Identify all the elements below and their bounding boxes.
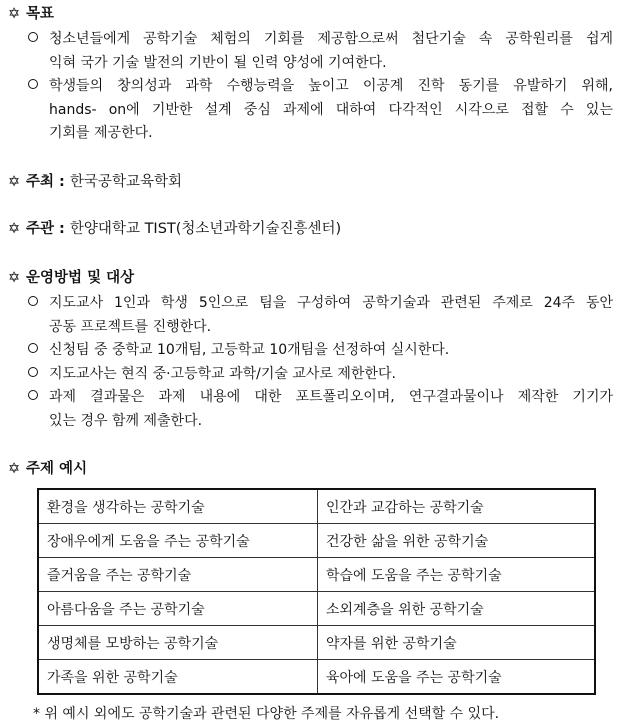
table-cell: 장애우에게 도움을 주는 공학기술	[38, 524, 318, 558]
table-cell: 아름다움을 주는 공학기술	[38, 592, 318, 626]
operation-title: 운영방법 및 대상	[26, 270, 135, 286]
table-row	[38, 660, 595, 695]
table-row	[38, 524, 595, 558]
table-cell: 환경을 생각하는 공학기술	[38, 489, 318, 524]
star-of-david-icon: ✡	[8, 174, 21, 190]
table-cell: 생명체를 모방하는 공학기술	[38, 626, 318, 660]
star-of-david-icon: ✡	[8, 6, 21, 22]
topics-heading	[8, 458, 87, 480]
host-value: 한국공학교육학회	[69, 174, 182, 190]
organizer-value: 한양대학교 TIST(청소년과학기술진흥센터)	[69, 221, 342, 237]
table-cell: 인간과 교감하는 공학기술	[318, 489, 596, 524]
goal-title: 목표	[26, 6, 55, 22]
circle-bullet-icon	[28, 32, 38, 42]
text-line: 지도교사 1인과 학생 5인으로 팀을 구성하여 공학기술과 관련된 주제로 24주 동안	[49, 295, 613, 311]
host-title: 주최 :	[26, 174, 70, 190]
circle-bullet-icon	[28, 390, 38, 400]
topics-note: * 위 예시 외에도 공학기술과 관련된 다양한 주제를 자유롭게 선택할 수 있다.	[33, 706, 500, 722]
table-cell: 가족을 위한 공학기술	[38, 660, 318, 695]
goal-item-1	[28, 28, 613, 75]
organizer-heading	[8, 218, 341, 240]
table-row	[38, 558, 595, 592]
table-cell: 학습에 도움을 주는 공학기술	[318, 558, 596, 592]
text-line: hands- on에 기반한 설계 중심 과제에 대하여 다각적인 시각으로 접할 수 있는	[49, 101, 613, 118]
goal-heading	[8, 3, 54, 25]
text-line: 공동 프로젝트를 진행한다.	[49, 318, 212, 335]
text-line: 과제 결과물은 과제 내용에 대한 포트폴리오이며, 연구결과물이나 제작한 기기가	[49, 389, 613, 405]
table-cell: 소외계층을 위한 공학기술	[318, 592, 596, 626]
circle-bullet-icon	[28, 296, 38, 306]
text-line: 익혀 국가 기술 발전의 기반이 될 인력 양성에 기여한다.	[49, 54, 387, 71]
text-line: 있는 경우 함께 제출한다.	[49, 412, 203, 429]
table-cell: 즐거움을 주는 공학기술	[38, 558, 318, 592]
text-line: 신청팀 중 중학교 10개팀, 고등학교 10개팀을 선정하여 실시한다.	[49, 342, 450, 358]
table-cell: 약자를 위한 공학기술	[318, 626, 596, 660]
host-heading	[8, 171, 182, 193]
table-row	[38, 626, 595, 660]
text-line: 지도교사는 현직 중·고등학교 과학/기술 교사로 제한한다.	[49, 366, 396, 382]
text-line: 청소년들에게 공학기술 체험의 기회를 제공함으로써 첨단기술 속 공학원리를 쉽게	[49, 31, 613, 47]
topics-title: 주제 예시	[26, 461, 88, 477]
goal-item-2	[28, 75, 613, 146]
table-row	[38, 592, 595, 626]
star-of-david-icon: ✡	[8, 461, 21, 477]
operation-item-4	[28, 386, 613, 433]
organizer-title: 주관 :	[26, 221, 70, 237]
circle-bullet-icon	[28, 343, 38, 353]
operation-heading	[8, 267, 134, 289]
table-cell: 건강한 삶을 위한 공학기술	[318, 524, 596, 558]
text-line: 학생들의 창의성과 과학 수행능력을 높이고 이공계 진학 동기를 유발하기 위해,	[49, 78, 613, 94]
operation-item-3	[28, 363, 613, 387]
operation-item-2	[28, 339, 613, 363]
table-cell: 육아에 도움을 주는 공학기술	[318, 660, 596, 695]
topics-table	[37, 488, 596, 695]
operation-item-1	[28, 292, 613, 339]
table-row	[38, 489, 595, 524]
circle-bullet-icon	[28, 79, 38, 89]
star-of-david-icon: ✡	[8, 221, 21, 237]
text-line: 기회를 제공한다.	[49, 125, 153, 141]
star-of-david-icon: ✡	[8, 270, 21, 286]
circle-bullet-icon	[28, 367, 38, 377]
